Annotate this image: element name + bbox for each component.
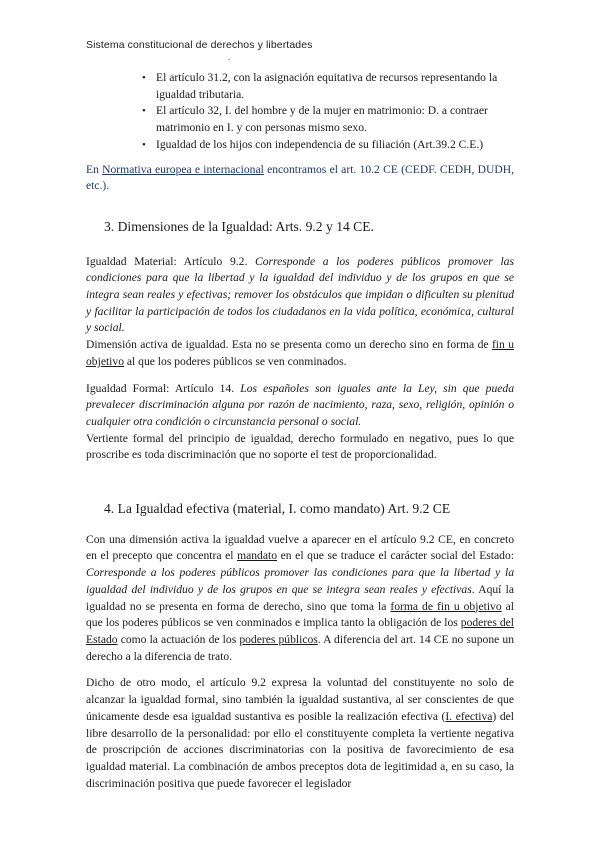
formal-note: Vertiente formal del principio de igualdad, derecho formulado en negativo, pues lo que proscribe es toda discriminación que no soporte el test de proporcionalidad. [86,431,514,462]
section-3-heading: 3. Dimensiones de la Igualdad: Arts. 9.2 y 14 CE. [104,218,374,234]
bullet-item: • Igualdad de los hijos con independencia de su filiación (Art.39.2 C.E.) [156,137,514,154]
running-header: Sistema constitucional de derechos y libertades [86,39,313,51]
quote-9-2: Corresponde a los poderes públicos promover las condiciones para que la libertad y la igualdad del individuo y de los grupos en que se integra sean reales y efectivas [86,566,514,596]
document-body [86,70,514,792]
mandato-link[interactable]: mandato [237,549,277,563]
formal-quote: Los españoles son iguales ante la Ley, sin que pueda prevalecer discriminación alguna por razón de nacimiento, raza, sexo, religión, opinión o cualquier otra condición o circunstancia personal o social. [86,381,514,428]
fin-objetivo-link[interactable]: fin u objetivo [86,338,515,368]
bullet-item: • El artículo 32, I. del hombre y de la mujer en matrimonio: D. a contraer matrimonio en I. y con personas mismo sexo. [156,103,514,136]
forma-fin-link[interactable]: forma de fin u objetivo [390,599,502,613]
formal-paragraph: Igualdad Formal: Artículo 14. Los españoles son iguales ante la Ley, sin que pueda prevalecer discriminación alguna por razón de nacimiento, raza, sexo, religión, opinión o cualquier otra condición o circunstancia personal o social. [86,381,514,428]
header-dot: . [228,52,231,62]
section-4-paragraph-2: Dicho de otro modo, el artículo 9.2 expresa la voluntad del constituyente no solo de alcanzar la igualdad formal, sino también la igualdad sustantiva, al ser conscientes de que únicamente desde esa igualdad sustantiva es posible la realización efectiva (I. efectiva) del libre desarrollo de la personalidad: por ello el constituyente completa la vertiente negativa de proscripción de acciones discriminatorias con la positiva de favorecimiento de esa igualdad material. La combinación de ambos preceptos dota de legitimidad a, en su caso, la discriminación positiva que puede favorecer el legislador [86,676,514,790]
i-efectiva-link[interactable]: I. efectiva [445,709,493,723]
section-4-heading: 4. La Igualdad efectiva (material, I. como mandato) Art. 9.2 CE [104,501,451,517]
material-quote: Corresponde a los poderes públicos promover las condiciones para que la libertad y la igualdad del individuo y de los grupos en que se integra sean reales y efectivas; remover los obstáculos que impidan o dificulten su plenitud y facilitar la participación de todos los ciudadanos en la vida política, económica, cultural y social. [86,254,514,335]
poderes-publicos-link[interactable]: poderes públicos [239,632,318,646]
intl-paragraph: En Normativa europea e internacional encontramos el art. 10.2 CE (CEDF. CEDH, DUDH, etc.). [86,162,514,193]
poderes-estado-link[interactable]: poderes del Estado [86,616,514,646]
intl-link[interactable]: Normativa europea e internacional [102,162,264,176]
section-4-paragraph-1: Con una dimensión activa la igualdad vuelve a aparecer en el artículo 9.2 CE, en concreto en el precepto que concentra el mandato en el que se traduce el carácter social del Estado: Corresponde a los poderes públicos promover las condiciones para que la libertad y la igualdad del individuo y de los grupos en que se integra sean reales y efectivas. Aquí la igualdad no se presenta en forma de derecho, sino que toma la forma de fin u objetivo al que los poderes públicos se ven conminados e implica tanto la obligación de los poderes del Estado como la actuación de los poderes públicos. A diferencia del art. 14 CE no supone un derecho a la diferencia de trato. [86,532,514,663]
material-paragraph: Igualdad Material: Artículo 9.2. Corresponde a los poderes públicos promover las condiciones para que la libertad y la igualdad del individuo y de los grupos en que se integra sean reales y efectivas; remover los obstáculos que impidan o dificulten su plenitud y facilitar la participación de todos los ciudadanos en la vida política, económica, cultural y social. [86,254,514,335]
bullet-list [86,70,514,154]
material-note: Dimensión activa de igualdad. Esta no se presenta como un derecho sino en forma de fin u objetivo al que los poderes públicos se ven conminados. [86,338,515,368]
bullet-item: • El artículo 31.2, con la asignación equitativa de recursos representando la igualdad tributaria. [156,70,514,103]
